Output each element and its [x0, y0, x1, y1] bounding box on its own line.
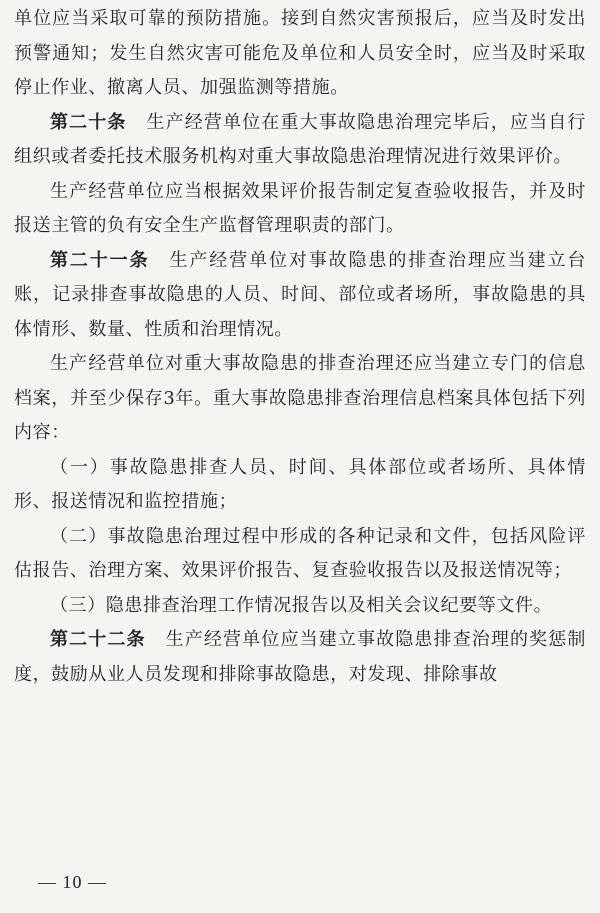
- article-number: 第二十一条: [50, 249, 150, 271]
- body-paragraph: [14, 589, 586, 624]
- paragraph-text: 生产经营单位对重大事故隐患的排查治理还应当建立专门的信息档案，并至少保存3年。重大事故隐患排查治理信息档案具体包括下列内容：: [14, 353, 586, 443]
- page-number: — 10 —: [38, 871, 107, 892]
- body-paragraph: [14, 520, 586, 589]
- article-paragraph: [14, 106, 586, 175]
- article-number: 第二十二条: [50, 629, 146, 650]
- paragraph-text: 生产经营单位对事故隐患的排查治理应当建立台账，记录排查事故隐患的人员、时间、部位或者场所，事故隐患的具体情形、数量、性质和治理情况。: [14, 249, 586, 340]
- paragraph-text: （一）事故隐患排查人员、时间、具体部位或者场所、具体情形、报送情况和监控措施；: [14, 456, 586, 512]
- body-paragraph: [14, 347, 586, 451]
- paragraph-text: 生产经营单位应当根据效果评价报告制定复查验收报告，并及时报送主管的负有安全生产监督管理职责的部门。: [14, 180, 586, 236]
- paragraph-text: 生产经营单位在重大事故隐患治理完毕后，应当自行组织或者委托技术服务机构对重大事故隐患治理情况进行效果评价。: [14, 111, 586, 167]
- article-paragraph: [14, 623, 586, 692]
- article-paragraph: [14, 244, 586, 348]
- article-number: 第二十条: [50, 111, 127, 133]
- body-paragraph: [14, 2, 586, 106]
- body-paragraph: [14, 451, 586, 520]
- paragraph-text: （二）事故隐患治理过程中形成的各种记录和文件，包括风险评估报告、治理方案、效果评价报告、复查验收报告以及报送情况等；: [14, 525, 586, 581]
- body-paragraph: [14, 175, 586, 244]
- paragraph-text: 生产经营单位应当建立事故隐患排查治理的奖惩制度，鼓励从业人员发现和排除事故隐患，对发现、排除事故: [14, 629, 586, 685]
- paragraph-text: （三）隐患排查治理工作情况报告以及相关会议纪要等文件。: [50, 594, 553, 616]
- paragraph-text: 单位应当采取可靠的预防措施。接到自然灾害预报后，应当及时发出预警通知；发生自然灾害可能危及单位和人员安全时，应当及时采取停止作业、撤离人员、加强监测等措施。: [14, 8, 586, 98]
- document-body: [14, 2, 586, 692]
